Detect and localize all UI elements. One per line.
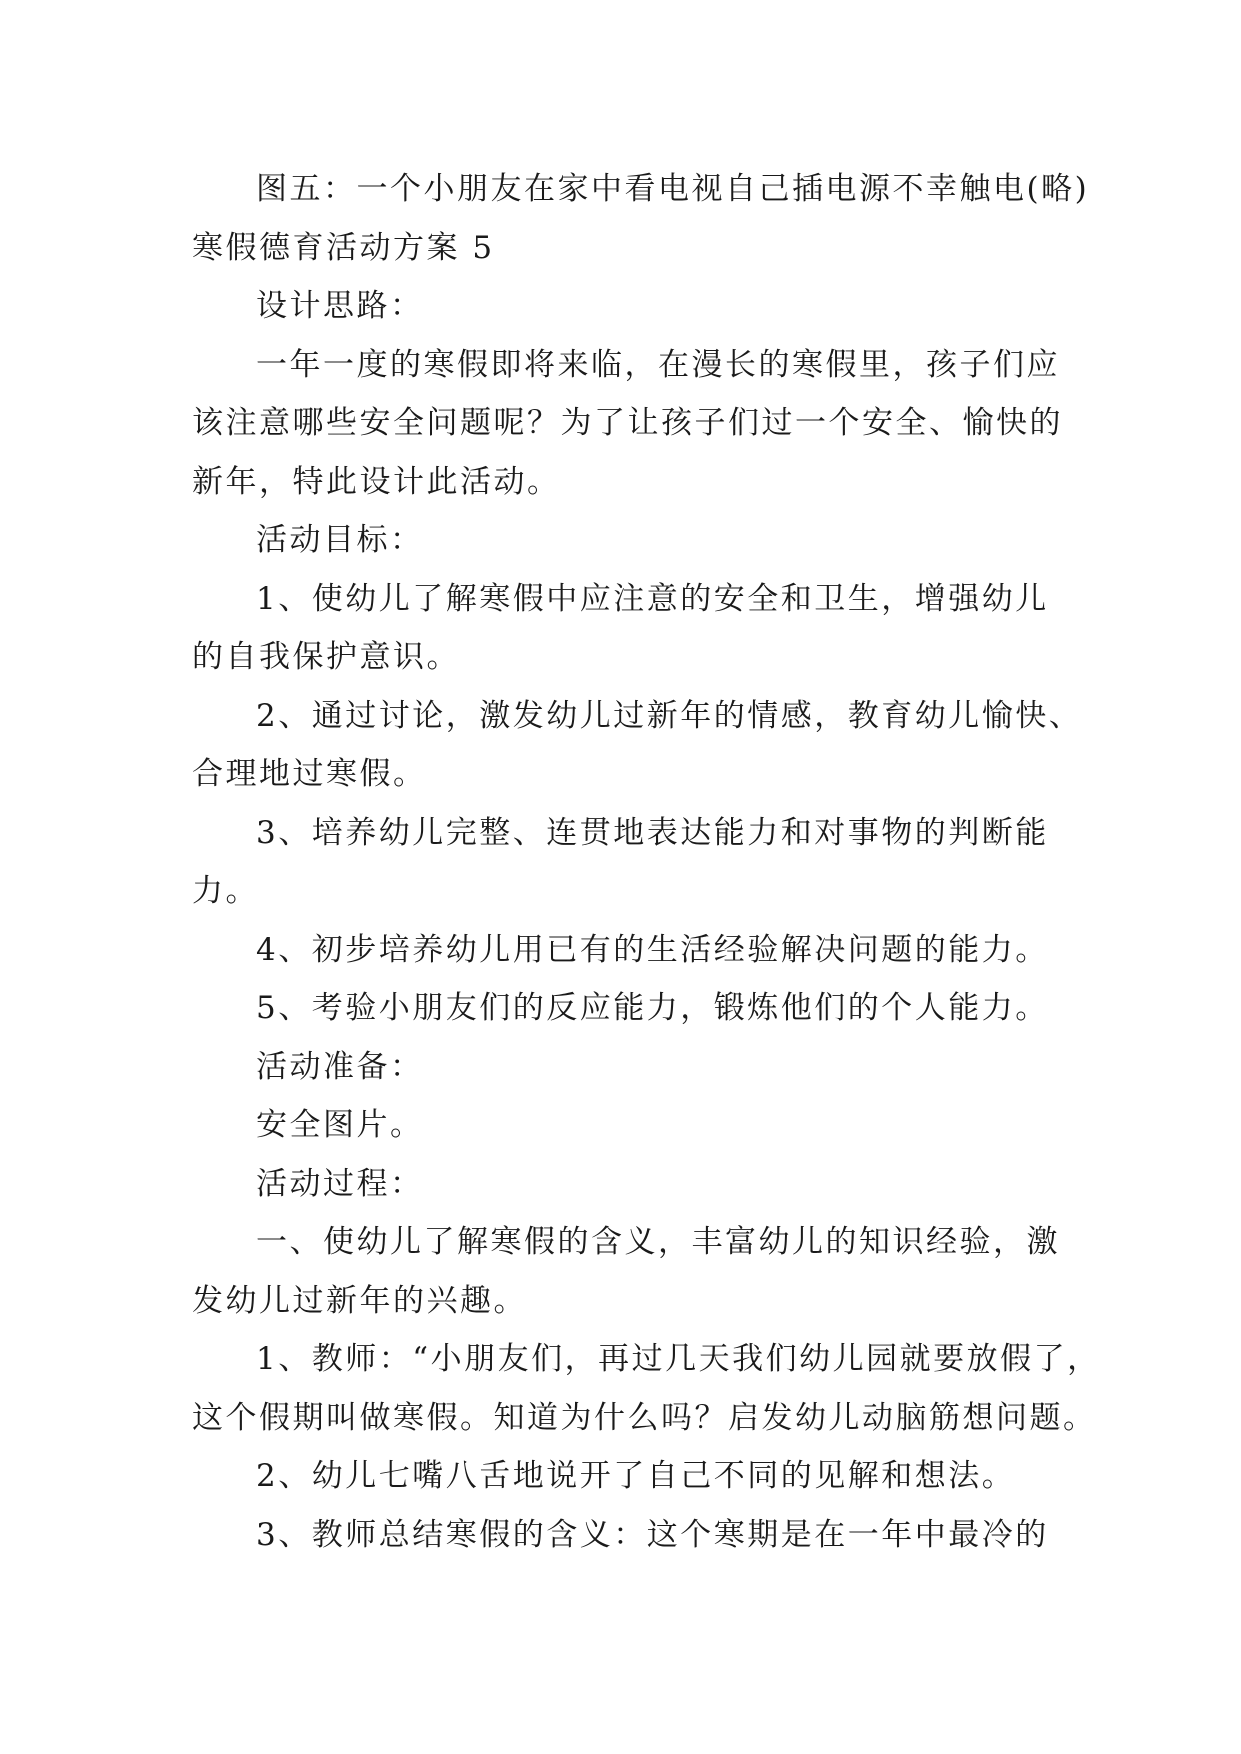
text-line: 设计思路： xyxy=(256,288,424,324)
text-line: 2、通过讨论，激发幼儿过新年的情感，教育幼儿愉快、 xyxy=(256,697,1083,734)
text-line: 一年一度的寒假即将来临，在漫长的寒假里，孩子们应 xyxy=(256,346,1060,383)
text-line: 5、考验小朋友们的反应能力，锻炼他们的个人能力。 xyxy=(256,990,1049,1026)
text-line: 一、使幼儿了解寒假的含义，丰富幼儿的知识经验，激 xyxy=(256,1224,1060,1260)
text-line: 安全图片。 xyxy=(256,1107,424,1143)
text-line: 新年，特此设计此活动。 xyxy=(192,463,561,500)
text-line: 合理地过寒假。 xyxy=(192,756,427,792)
text-line: 3、教师总结寒假的含义：这个寒期是在一年中最冷的 xyxy=(256,1516,1049,1553)
text-line: 活动准备： xyxy=(256,1048,424,1085)
text-line: 这个假期叫做寒假。知道为什么吗？启发幼儿动脑筋想问题。 xyxy=(192,1399,1097,1436)
text-line: 活动过程： xyxy=(256,1165,424,1202)
text-line: 发幼儿过新年的兴趣。 xyxy=(192,1282,527,1319)
text-line: 力。 xyxy=(192,873,259,909)
text-line: 图五：一个小朋友在家中看电视自己插电源不幸触电(略) xyxy=(256,171,1090,207)
text-line: 1、教师：“小朋友们，再过几天我们幼儿园就要放假了， xyxy=(256,1341,1101,1377)
document-body xyxy=(192,160,1101,1564)
text-line: 寒假德育活动方案 5 xyxy=(192,229,495,266)
text-line: 该注意哪些安全问题呢？为了让孩子们过一个安全、愉快的 xyxy=(192,405,1063,441)
text-line: 的自我保护意识。 xyxy=(192,639,460,675)
text-line: 3、培养幼儿完整、连贯地表达能力和对事物的判断能 xyxy=(256,814,1049,851)
text-line: 4、初步培养幼儿用已有的生活经验解决问题的能力。 xyxy=(256,931,1049,968)
text-line: 1、使幼儿了解寒假中应注意的安全和卫生，增强幼儿 xyxy=(256,580,1049,617)
text-line: 活动目标： xyxy=(256,522,424,558)
text-line: 2、幼儿七嘴八舌地说开了自己不同的见解和想法。 xyxy=(256,1458,1016,1494)
